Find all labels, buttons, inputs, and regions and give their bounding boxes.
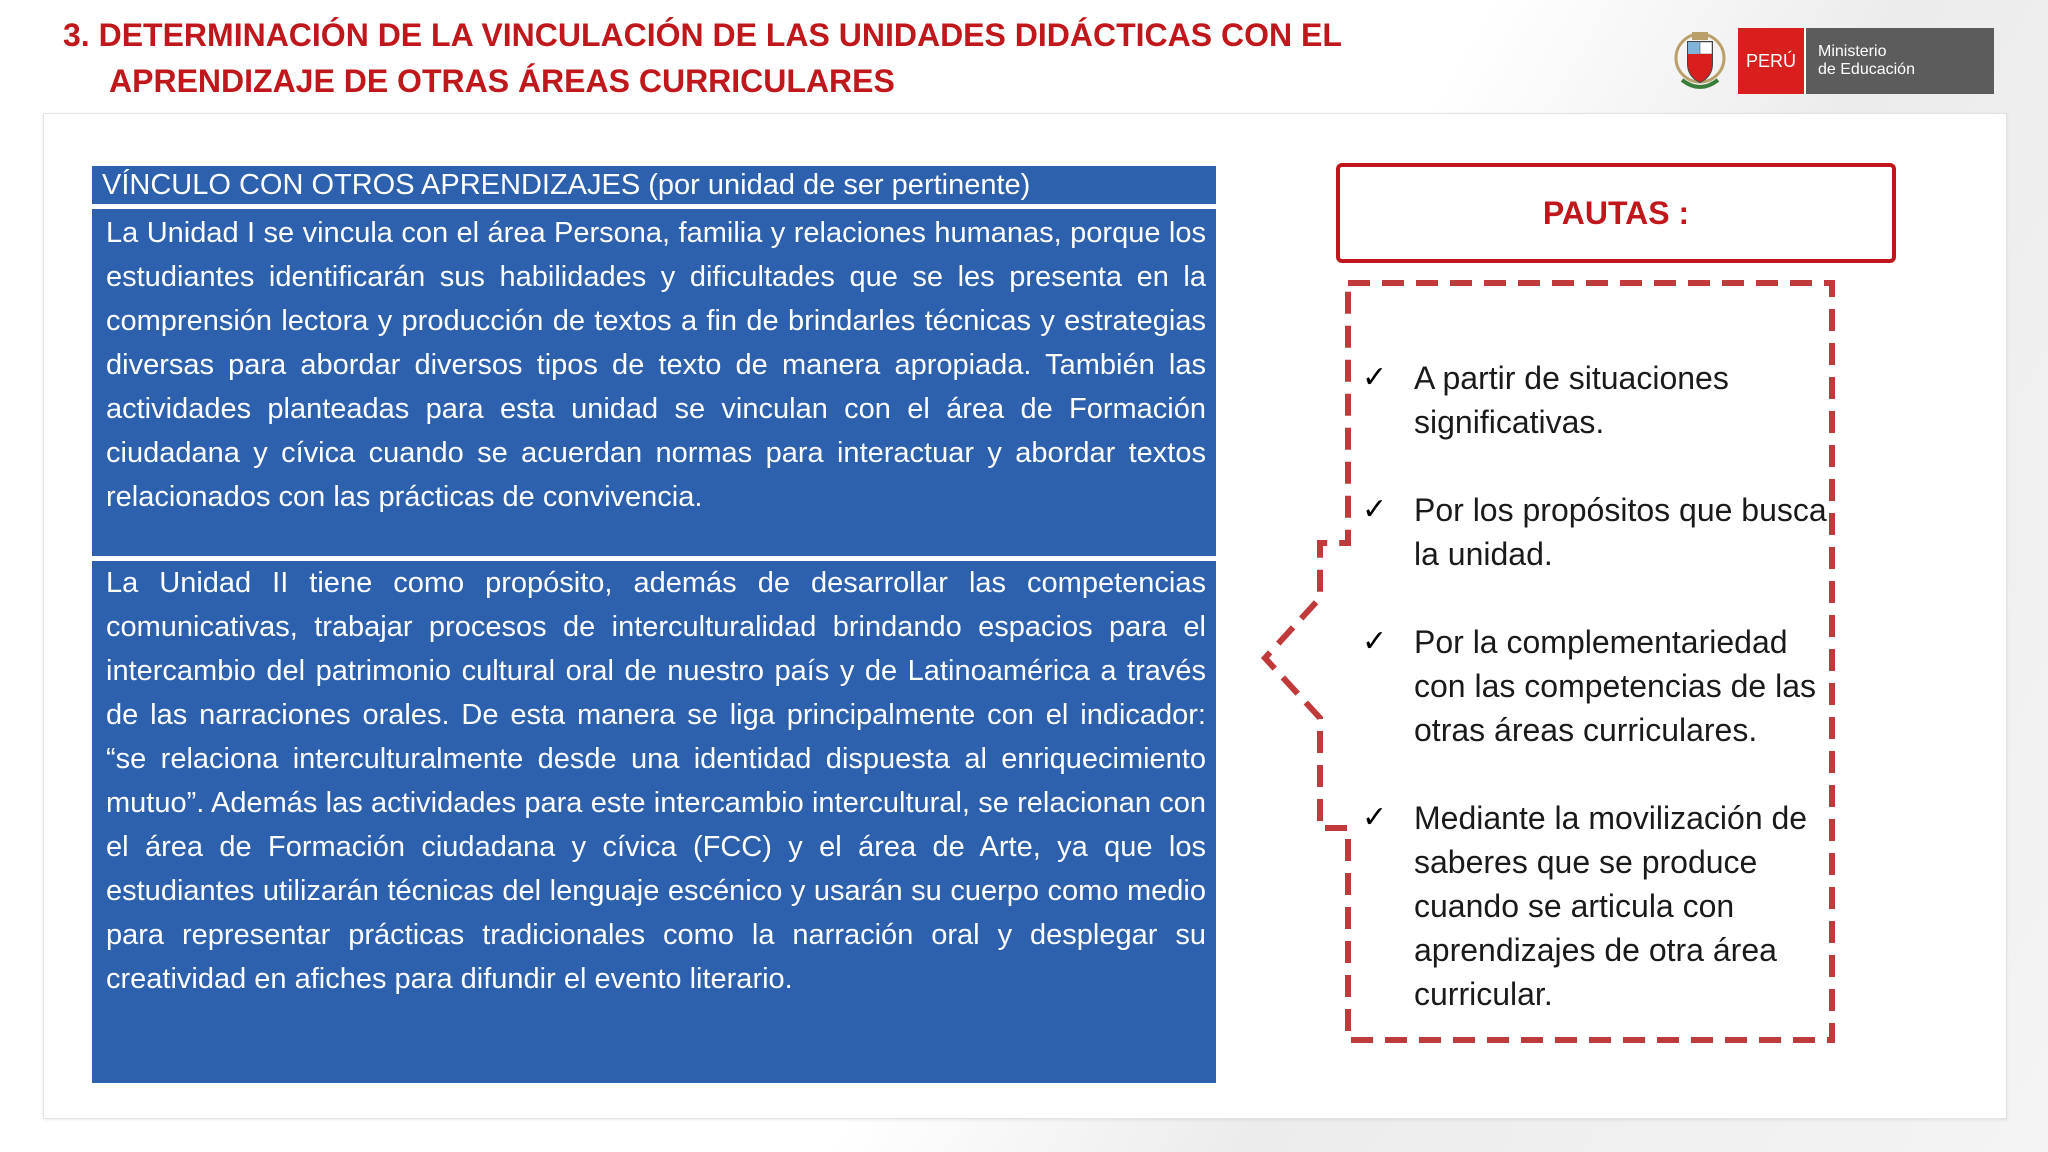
list-item (1362, 620, 1832, 752)
vinculo-header: VÍNCULO CON OTROS APRENDIZAJES (por unidad de ser pertinente) (92, 166, 1216, 204)
pauta-text: Por los propósitos que busca la unidad. (1414, 492, 1827, 572)
check-icon: ✓ (1362, 361, 1388, 394)
pautas-list (1362, 356, 1832, 1060)
pautas-title: PAUTAS : (1542, 194, 1690, 231)
minedu-logo (1672, 28, 1994, 94)
pauta-text: A partir de situaciones significativas. (1414, 360, 1729, 440)
pautas-heading-box (1336, 163, 1896, 263)
check-icon: ✓ (1362, 801, 1388, 834)
ministry-line-1: Ministerio (1818, 43, 1887, 60)
check-icon: ✓ (1362, 625, 1388, 658)
pauta-text: Mediante la movilización de saberes que se produce cuando se articula con aprendizajes de otra área curricular. (1414, 800, 1808, 1012)
shield-icon (1672, 28, 1728, 94)
list-item (1362, 488, 1832, 576)
title-line-2: APRENDIZAJE DE OTRAS ÁREAS CURRICULARES (109, 63, 895, 99)
title-line-1: 3. DETERMINACIÓN DE LA VINCULACIÓN DE LAS UNIDADES DIDÁCTICAS CON EL (63, 17, 1342, 53)
unit-1-description: La Unidad I se vincula con el área Persona, familia y relaciones humanas, porque los estudiantes identificarán sus habilidades y dificultades que se les presenta en la comprensión lectora y producción de textos a fin de brindarles técnicas y estrategias diversas para abordar diversos tipos de texto de manera apropiada. También las actividades planteadas para esta unidad se vinculan con el área de Formación ciudadana y cívica cuando se acuerdan normas para interactuar y abordar textos relacionados con las prácticas de convivencia. (92, 209, 1216, 556)
page-title (63, 12, 1463, 104)
list-item (1362, 796, 1832, 1016)
ministry-badge (1804, 28, 1994, 94)
check-icon: ✓ (1362, 493, 1388, 526)
pauta-text: Por la complementariedad con las competencias de las otras áreas curriculares. (1414, 624, 1816, 748)
list-item (1362, 356, 1832, 444)
ministry-line-2: de Educación (1818, 61, 1915, 78)
peru-badge: PERÚ (1738, 28, 1804, 94)
unit-2-description: La Unidad II tiene como propósito, además de desarrollar las competencias comunicativas, trabajar procesos de interculturalidad brindando espacios para el intercambio del patrimonio cultural oral de nuestro país y de Latinoamérica a través de las narraciones orales. De esta manera se liga principalmente con el indicador: “se relaciona interculturalmente desde una identidad dispuesta al enriquecimiento mutuo”. Además las actividades para este intercambio intercultural, se relacionan con el área de Formación ciudadana y cívica (FCC) y el área de Arte, ya que los estudiantes utilizarán técnicas del lenguaje escénico y usarán su cuerpo como medio para representar prácticas tradicionales como la narración oral y desplegar su creatividad en afiches para difundir el evento literario. (92, 561, 1216, 1083)
